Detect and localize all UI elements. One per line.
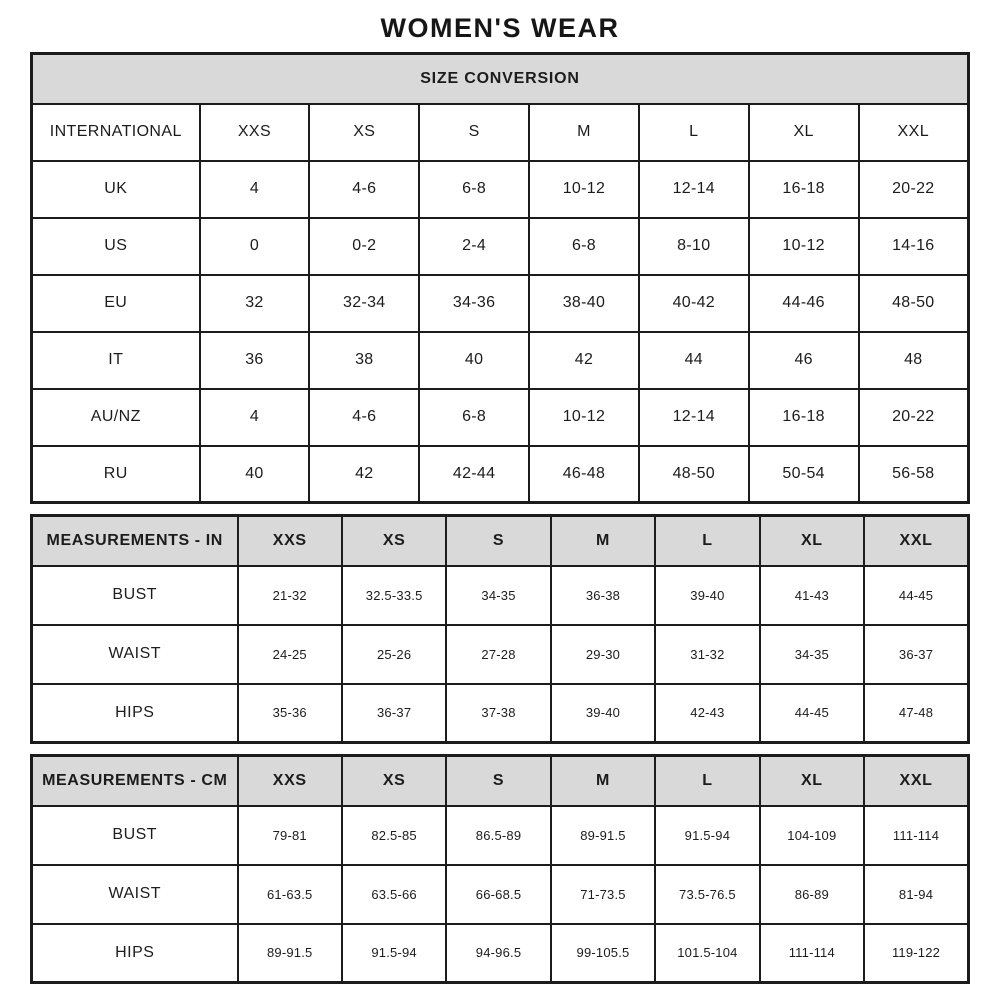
value-cell: 44-45	[864, 566, 968, 625]
value-cell: 36	[200, 332, 310, 389]
value-cell: 4	[200, 161, 310, 218]
table-caption: MEASUREMENTS - IN	[32, 516, 238, 566]
value-cell: 111-114	[760, 924, 864, 983]
value-cell: 20-22	[859, 389, 969, 446]
value-cell: 25-26	[342, 625, 446, 684]
column-header: M	[529, 104, 639, 161]
value-cell: 6-8	[419, 389, 529, 446]
value-cell: 56-58	[859, 446, 969, 503]
value-cell: 34-35	[446, 566, 550, 625]
value-cell: 4-6	[309, 161, 419, 218]
table-row	[32, 446, 969, 503]
value-cell: 111-114	[864, 806, 968, 865]
value-cell: 32.5-33.5	[342, 566, 446, 625]
value-cell: 24-25	[238, 625, 342, 684]
value-cell: 89-91.5	[238, 924, 342, 983]
value-cell: 14-16	[859, 218, 969, 275]
value-cell: 37-38	[446, 684, 550, 743]
value-cell: 10-12	[529, 389, 639, 446]
value-cell: 89-91.5	[551, 806, 655, 865]
column-header: S	[446, 756, 550, 806]
measurements-in-table	[30, 514, 970, 744]
table-row	[32, 625, 969, 684]
value-cell: 39-40	[551, 684, 655, 743]
value-cell: 48	[859, 332, 969, 389]
row-label: WAIST	[32, 625, 238, 684]
value-cell: 86.5-89	[446, 806, 550, 865]
value-cell: 61-63.5	[238, 865, 342, 924]
value-cell: 50-54	[749, 446, 859, 503]
value-cell: 91.5-94	[342, 924, 446, 983]
page-title: WOMEN'S WEAR	[380, 13, 620, 43]
row-label: HIPS	[32, 924, 238, 983]
column-header: XXL	[864, 756, 968, 806]
measurements-cm-table	[30, 754, 970, 984]
table-row	[32, 924, 969, 983]
value-cell: 29-30	[551, 625, 655, 684]
column-header: L	[655, 516, 759, 566]
value-cell: 48-50	[859, 275, 969, 332]
value-cell: 47-48	[864, 684, 968, 743]
value-cell: 40-42	[639, 275, 749, 332]
value-cell: 46	[749, 332, 859, 389]
value-cell: 101.5-104	[655, 924, 759, 983]
table-caption: MEASUREMENTS - CM	[32, 756, 238, 806]
value-cell: 42-43	[655, 684, 759, 743]
column-header: XS	[342, 756, 446, 806]
value-cell: 21-32	[238, 566, 342, 625]
column-header: S	[419, 104, 529, 161]
row-label: HIPS	[32, 684, 238, 743]
column-header: XL	[760, 516, 864, 566]
value-cell: 48-50	[639, 446, 749, 503]
column-header: XS	[342, 516, 446, 566]
value-cell: 79-81	[238, 806, 342, 865]
column-header: XL	[760, 756, 864, 806]
value-cell: 40	[200, 446, 310, 503]
column-header: S	[446, 516, 550, 566]
value-cell: 44-46	[749, 275, 859, 332]
value-cell: 32	[200, 275, 310, 332]
value-cell: 10-12	[529, 161, 639, 218]
column-header: XS	[309, 104, 419, 161]
value-cell: 44-45	[760, 684, 864, 743]
value-cell: 82.5-85	[342, 806, 446, 865]
table-row	[32, 218, 969, 275]
table-row	[32, 684, 969, 743]
value-cell: 40	[419, 332, 529, 389]
table-row	[32, 161, 969, 218]
value-cell: 0	[200, 218, 310, 275]
table-row	[32, 566, 969, 625]
value-cell: 42	[529, 332, 639, 389]
table-row	[32, 275, 969, 332]
value-cell: 20-22	[859, 161, 969, 218]
value-cell: 38-40	[529, 275, 639, 332]
row-label: AU/NZ	[32, 389, 200, 446]
table-row	[32, 806, 969, 865]
column-header: L	[655, 756, 759, 806]
column-header: XL	[749, 104, 859, 161]
value-cell: 46-48	[529, 446, 639, 503]
value-cell: 6-8	[419, 161, 529, 218]
value-cell: 6-8	[529, 218, 639, 275]
value-cell: 2-4	[419, 218, 529, 275]
value-cell: 71-73.5	[551, 865, 655, 924]
row-label: UK	[32, 161, 200, 218]
value-cell: 81-94	[864, 865, 968, 924]
value-cell: 119-122	[864, 924, 968, 983]
column-header: XXL	[859, 104, 969, 161]
value-cell: 16-18	[749, 389, 859, 446]
value-cell: 41-43	[760, 566, 864, 625]
value-cell: 27-28	[446, 625, 550, 684]
value-cell: 91.5-94	[655, 806, 759, 865]
value-cell: 10-12	[749, 218, 859, 275]
value-cell: 63.5-66	[342, 865, 446, 924]
table-caption: SIZE CONVERSION	[32, 54, 969, 104]
value-cell: 34-36	[419, 275, 529, 332]
value-cell: 39-40	[655, 566, 759, 625]
value-cell: 31-32	[655, 625, 759, 684]
value-cell: 104-109	[760, 806, 864, 865]
value-cell: 38	[309, 332, 419, 389]
value-cell: 42	[309, 446, 419, 503]
column-header: XXS	[200, 104, 310, 161]
row-label: BUST	[32, 566, 238, 625]
table-caption-row	[32, 54, 969, 104]
row-label: US	[32, 218, 200, 275]
row-label: WAIST	[32, 865, 238, 924]
value-cell: 4	[200, 389, 310, 446]
table-row	[32, 332, 969, 389]
value-cell: 12-14	[639, 161, 749, 218]
value-cell: 36-37	[864, 625, 968, 684]
value-cell: 44	[639, 332, 749, 389]
value-cell: 35-36	[238, 684, 342, 743]
value-cell: 86-89	[760, 865, 864, 924]
value-cell: 16-18	[749, 161, 859, 218]
value-cell: 34-35	[760, 625, 864, 684]
value-cell: 12-14	[639, 389, 749, 446]
value-cell: 36-38	[551, 566, 655, 625]
value-cell: 4-6	[309, 389, 419, 446]
column-header: L	[639, 104, 749, 161]
table-header-row	[32, 756, 969, 806]
value-cell: 32-34	[309, 275, 419, 332]
value-cell: 73.5-76.5	[655, 865, 759, 924]
column-header: M	[551, 516, 655, 566]
table-header-row	[32, 516, 969, 566]
value-cell: 0-2	[309, 218, 419, 275]
value-cell: 36-37	[342, 684, 446, 743]
column-header: XXS	[238, 756, 342, 806]
column-header: INTERNATIONAL	[32, 104, 200, 161]
row-label: RU	[32, 446, 200, 503]
column-header: XXL	[864, 516, 968, 566]
table-row	[32, 865, 969, 924]
column-header: XXS	[238, 516, 342, 566]
table-header-row	[32, 104, 969, 161]
size-conversion-table	[30, 52, 970, 504]
value-cell: 66-68.5	[446, 865, 550, 924]
value-cell: 8-10	[639, 218, 749, 275]
row-label: IT	[32, 332, 200, 389]
row-label: BUST	[32, 806, 238, 865]
row-label: EU	[32, 275, 200, 332]
column-header: M	[551, 756, 655, 806]
value-cell: 99-105.5	[551, 924, 655, 983]
value-cell: 42-44	[419, 446, 529, 503]
value-cell: 94-96.5	[446, 924, 550, 983]
table-row	[32, 389, 969, 446]
